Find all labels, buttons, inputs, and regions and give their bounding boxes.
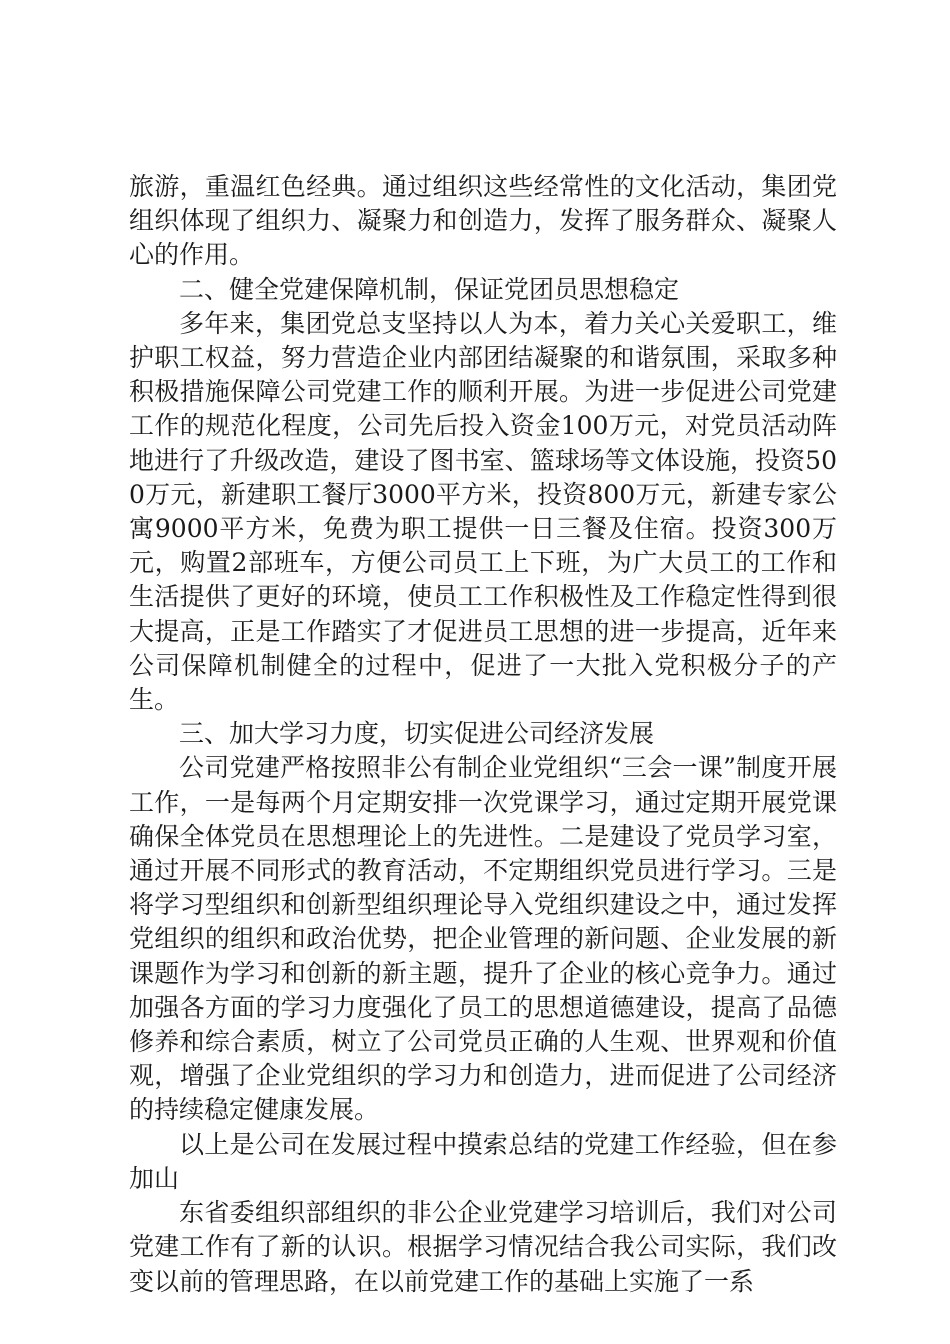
document-body [129,170,837,1299]
section-heading-3: 三、加大学习力度，切实促进公司经济发展 [179,719,655,749]
section-heading-2: 二、健全党建保障机制，保证党团员思想稳定 [179,274,680,304]
paragraph-section-2: 多年来，集团党总支坚持以人为本，着力关心关爱职工，维护职工权益，努力营造企业内部团结凝聚的和谐氛围，采取多种积极措施保障公司党建工作的顺利开展。为进一步促进公司党建工作的规范化程度，公司先后投入资金100万元，对党员活动阵地进行了升级改造，建设了图书室、篮球场等文体设施，投资500万元，新建职工餐厅3000平方米，投资800万元，新建专家公寓9000平方米，免费为职工提供一日三餐及住宿。投资300万元，购置2部班车，方便公司员工上下班，为广大员工的工作和生活提供了更好的环境，使员工工作积极性及工作稳定性得到很大提高，正是工作踏实了才促进员工思想的进一步提高，近年来公司保障机制健全的过程中，促进了一大批入党积极分子的产生。 [129,308,837,715]
paragraph-intro-continuation: 旅游，重温红色经典。通过组织这些经常性的文化活动，集团党组织体现了组织力、凝聚力和创造力，发挥了服务群众、凝聚人心的作用。 [129,172,837,270]
paragraph-section-3: 公司党建严格按照非公有制企业党组织“三会一课”制度开展工作，一是每两个月定期安排一次党课学习，通过定期开展党课确保全体党员在思想理论上的先进性。二是建设了党员学习室，通过开展不同形式的教育活动，不定期组织党员进行学习。三是将学习型组织和创新型组织理论导入党组织建设之中，通过发挥党组织的组织和政治优势，把企业管理的新问题、企业发展的新课题作为学习和创新的新主题，提升了企业的核心竞争力。通过加强各方面的学习力度强化了员工的思想道德建设，提高了品德修养和综合素质，树立了公司党员正确的人生观、世界观和价值观，增强了企业党组织的学习力和创造力，进而促进了公司经济的持续稳定健康发展。 [129,753,837,1125]
paragraph-training: 东省委组织部组织的非公企业党建学习培训后，我们对公司党建工作有了新的认识。根据学习情况结合我公司实际，我们改变以前的管理思路，在以前党建工作的基础上实施了一系 [129,1198,837,1296]
paragraph-summary: 以上是公司在发展过程中摸索总结的党建工作经验，但在参加山 [129,1129,837,1193]
